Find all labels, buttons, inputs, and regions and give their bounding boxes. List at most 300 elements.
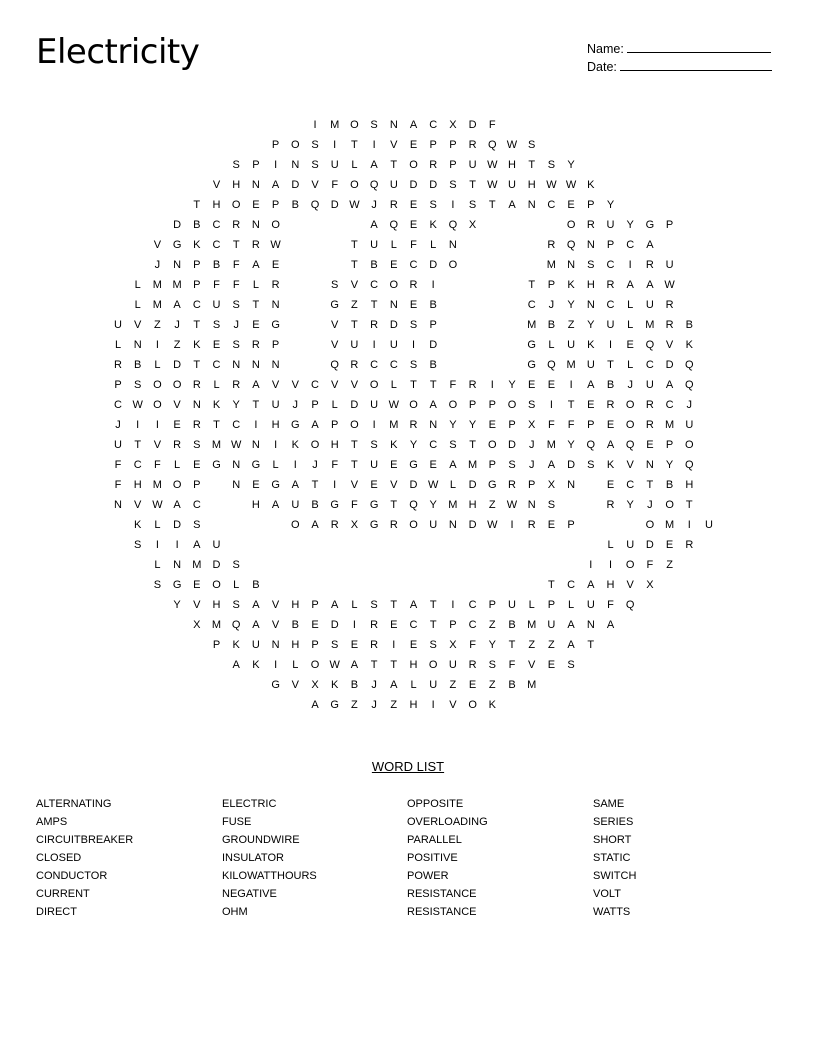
grid-letter: N xyxy=(586,619,595,631)
grid-letter: F xyxy=(646,559,654,571)
grid-letter: A xyxy=(409,119,418,131)
grid-letter: I xyxy=(431,279,435,291)
grid-letter: C xyxy=(370,359,379,371)
grid-letter: N xyxy=(271,299,280,311)
grid-letter: R xyxy=(468,659,477,671)
grid-letter: Y xyxy=(508,379,516,391)
grid-letter: A xyxy=(547,459,556,471)
grid-letter: P xyxy=(449,159,457,171)
grid-letter: C xyxy=(665,399,674,411)
grid-letter: A xyxy=(252,379,260,391)
grid-letter: U xyxy=(291,499,300,511)
grid-letter: T xyxy=(607,359,614,371)
grid-letter: H xyxy=(251,499,260,511)
grid-letter: O xyxy=(468,699,477,711)
grid-letter: T xyxy=(685,499,693,511)
grid-letter: B xyxy=(429,299,437,311)
grid-letter: V xyxy=(212,179,221,191)
grid-letter: X xyxy=(449,119,457,131)
grid-letter: W xyxy=(388,399,399,411)
grid-letter: T xyxy=(351,439,358,451)
word-list-item: OHM xyxy=(222,906,248,918)
grid-letter: A xyxy=(232,659,240,671)
word-list-item: PARALLEL xyxy=(407,834,462,846)
grid-letter: N xyxy=(567,479,576,491)
grid-letter: B xyxy=(134,359,142,371)
grid-letter: E xyxy=(409,299,418,311)
grid-letter: R xyxy=(409,279,418,291)
grid-letter: O xyxy=(665,499,674,511)
word-list-item: VOLT xyxy=(593,888,621,900)
word-list-item: OVERLOADING xyxy=(407,816,488,828)
grid-letter: E xyxy=(311,619,319,631)
grid-letter: S xyxy=(409,319,418,331)
word-list-item: SAME xyxy=(593,798,625,810)
grid-letter: W xyxy=(664,279,675,291)
grid-letter: J xyxy=(528,459,535,471)
grid-letter: W xyxy=(132,399,143,411)
grid-letter: U xyxy=(606,319,615,331)
grid-letter: O xyxy=(625,559,635,571)
grid-letter: J xyxy=(154,259,161,271)
grid-letter: Q xyxy=(685,359,694,371)
grid-letter: X xyxy=(468,219,477,231)
grid-letter: N xyxy=(271,359,280,371)
grid-letter: O xyxy=(645,519,655,531)
grid-letter: I xyxy=(293,459,297,471)
word-list-item: CIRCUITBREAKER xyxy=(36,834,134,846)
grid-letter: U xyxy=(606,219,615,231)
word-list-item: RESISTANCE xyxy=(407,888,477,900)
grid-letter: P xyxy=(429,319,437,331)
grid-letter: S xyxy=(311,159,319,171)
grid-letter: U xyxy=(271,399,280,411)
grid-letter: I xyxy=(608,339,613,351)
word-list-item: SHORT xyxy=(593,834,632,846)
grid-letter: E xyxy=(390,259,398,271)
grid-letter: E xyxy=(429,459,437,471)
grid-letter: I xyxy=(333,479,337,491)
grid-letter: F xyxy=(607,599,614,611)
grid-letter: U xyxy=(508,179,516,191)
grid-letter: C xyxy=(468,619,477,631)
word-list-item: OPPOSITE xyxy=(407,798,464,810)
page-title: Electricity xyxy=(36,32,200,72)
word-list-item: GROUNDWIRE xyxy=(222,834,300,846)
grid-letter: T xyxy=(390,159,398,171)
grid-letter: B xyxy=(291,619,299,631)
grid-letter: E xyxy=(567,199,575,211)
grid-letter: L xyxy=(430,239,437,251)
grid-letter: A xyxy=(311,419,319,431)
grid-letter: A xyxy=(291,479,299,491)
grid-letter: O xyxy=(409,519,418,531)
grid-letter: U xyxy=(389,339,398,351)
grid-letter: U xyxy=(114,439,122,451)
grid-letter: J xyxy=(627,379,633,391)
grid-letter: W xyxy=(329,659,340,671)
grid-letter: I xyxy=(372,419,376,431)
grid-letter: H xyxy=(212,599,221,611)
grid-letter: Y xyxy=(232,399,240,411)
grid-letter: U xyxy=(350,339,359,351)
grid-letter: Q xyxy=(645,339,655,351)
grid-letter: S xyxy=(528,139,536,151)
grid-letter: T xyxy=(429,379,437,391)
grid-letter: E xyxy=(252,199,260,211)
grid-letter: M xyxy=(527,679,537,691)
grid-letter: O xyxy=(448,399,458,411)
grid-letter: F xyxy=(469,639,476,651)
grid-letter: Q xyxy=(566,239,576,251)
grid-letter: A xyxy=(508,199,516,211)
grid-letter: T xyxy=(429,619,437,631)
grid-letter: D xyxy=(409,179,418,191)
grid-letter: W xyxy=(270,239,281,251)
grid-letter: Q xyxy=(685,379,694,391)
grid-letter: S xyxy=(547,159,556,171)
word-list-item: KILOWATTHOURS xyxy=(222,870,317,882)
word-list-item: RESISTANCE xyxy=(407,906,477,918)
grid-letter: U xyxy=(370,399,379,411)
grid-letter: L xyxy=(528,599,535,611)
grid-letter: R xyxy=(409,419,418,431)
grid-letter: J xyxy=(371,699,377,711)
grid-letter: T xyxy=(567,399,575,411)
grid-letter: R xyxy=(370,319,379,331)
grid-letter: E xyxy=(390,459,398,471)
word-list-item: CLOSED xyxy=(36,852,82,864)
grid-letter: S xyxy=(193,439,201,451)
grid-letter: A xyxy=(311,699,319,711)
grid-letter: U xyxy=(429,519,438,531)
grid-letter: E xyxy=(528,379,536,391)
grid-letter: I xyxy=(490,379,494,391)
grid-letter: E xyxy=(409,199,418,211)
grid-letter: N xyxy=(114,499,122,511)
grid-letter: O xyxy=(448,259,458,271)
word-list-column-2 xyxy=(222,795,317,921)
grid-letter: J xyxy=(312,459,318,471)
grid-letter: P xyxy=(193,279,201,291)
grid-letter: W xyxy=(487,159,498,171)
word-list-column-3 xyxy=(407,795,488,921)
grid-letter: J xyxy=(115,419,121,431)
word-list-item: AMPS xyxy=(36,816,68,828)
grid-letter: M xyxy=(152,479,162,491)
grid-letter: O xyxy=(350,119,359,131)
grid-letter: A xyxy=(370,159,378,171)
grid-letter: U xyxy=(705,519,713,531)
grid-letter: E xyxy=(646,439,654,451)
grid-letter: M xyxy=(546,259,556,271)
grid-letter: R xyxy=(508,479,516,491)
grid-letter: S xyxy=(232,559,240,571)
grid-letter: S xyxy=(567,659,575,671)
grid-letter: G xyxy=(409,459,418,471)
word-list-item: CONDUCTOR xyxy=(36,870,108,882)
grid-letter: V xyxy=(173,399,181,411)
grid-letter: N xyxy=(389,119,398,131)
grid-letter: U xyxy=(370,459,379,471)
word-list-item: POSITIVE xyxy=(407,852,458,864)
grid-letter: E xyxy=(193,579,201,591)
grid-letter: G xyxy=(527,339,536,351)
grid-letter: P xyxy=(587,419,595,431)
word-list-column-1 xyxy=(36,795,133,921)
grid-letter: L xyxy=(331,399,338,411)
grid-letter: R xyxy=(370,619,379,631)
grid-letter: I xyxy=(352,619,356,631)
grid-letter: S xyxy=(232,159,240,171)
grid-letter: K xyxy=(232,639,240,651)
grid-letter: V xyxy=(134,319,142,331)
grid-letter: E xyxy=(606,479,615,491)
grid-letter: U xyxy=(429,679,438,691)
grid-letter: X xyxy=(449,639,457,651)
grid-letter: K xyxy=(685,339,693,351)
grid-letter: A xyxy=(587,379,595,391)
grid-letter: R xyxy=(468,139,477,151)
grid-letter: C xyxy=(626,239,635,251)
grid-letter: C xyxy=(212,219,221,231)
grid-letter: N xyxy=(291,159,300,171)
grid-letter: C xyxy=(133,459,142,471)
grid-letter: P xyxy=(311,399,319,411)
grid-letter: D xyxy=(409,479,418,491)
grid-letter: L xyxy=(174,459,181,471)
grid-letter: G xyxy=(488,479,497,491)
grid-letter: L xyxy=(134,299,141,311)
grid-letter: U xyxy=(370,239,379,251)
grid-letter: Y xyxy=(567,299,575,311)
grid-letter: L xyxy=(607,539,614,551)
grid-letter: K xyxy=(291,439,299,451)
grid-letter: V xyxy=(134,499,142,511)
grid-letter: O xyxy=(291,139,300,151)
grid-letter: X xyxy=(311,679,319,691)
grid-letter: H xyxy=(606,579,615,591)
grid-letter: C xyxy=(645,359,654,371)
grid-letter: C xyxy=(547,199,556,211)
grid-letter: A xyxy=(646,279,654,291)
grid-letter: B xyxy=(370,259,378,271)
grid-letter: X xyxy=(547,479,556,491)
grid-letter: U xyxy=(212,299,221,311)
grid-letter: P xyxy=(547,279,556,291)
grid-letter: J xyxy=(292,399,299,411)
grid-letter: T xyxy=(351,459,358,471)
grid-letter: P xyxy=(271,199,280,211)
grid-letter: I xyxy=(372,339,376,351)
grid-letter: I xyxy=(569,379,573,391)
grid-letter: G xyxy=(369,519,379,531)
grid-letter: T xyxy=(370,659,378,671)
grid-letter: X xyxy=(193,619,201,631)
grid-letter: V xyxy=(390,479,398,491)
grid-letter: D xyxy=(429,179,438,191)
grid-letter: C xyxy=(606,259,615,271)
grid-letter: I xyxy=(333,139,337,151)
grid-letter: T xyxy=(390,499,398,511)
grid-letter: A xyxy=(646,239,654,251)
grid-letter: L xyxy=(390,379,397,391)
grid-letter: C xyxy=(429,439,438,451)
date-label: Date: xyxy=(587,60,617,74)
grid-letter: F xyxy=(154,459,161,471)
grid-letter: E xyxy=(547,519,556,531)
grid-letter: Y xyxy=(449,419,457,431)
grid-letter: P xyxy=(606,239,615,251)
grid-letter: O xyxy=(212,579,221,591)
grid-letter: T xyxy=(528,159,536,171)
grid-letter: Y xyxy=(409,439,418,451)
grid-letter: K xyxy=(488,699,496,711)
grid-letter: W xyxy=(487,179,498,191)
word-list-item: SWITCH xyxy=(593,870,637,882)
grid-letter: R xyxy=(685,539,694,551)
grid-letter: S xyxy=(449,179,457,191)
grid-letter: E xyxy=(547,379,556,391)
grid-letter: P xyxy=(547,599,556,611)
grid-letter: O xyxy=(409,399,418,411)
grid-letter: N xyxy=(232,479,241,491)
grid-letter: P xyxy=(508,419,516,431)
grid-letter: R xyxy=(114,359,122,371)
grid-letter: C xyxy=(429,119,438,131)
grid-letter: V xyxy=(271,379,280,391)
grid-letter: M xyxy=(448,499,458,511)
grid-letter: A xyxy=(567,639,575,651)
grid-letter: T xyxy=(390,599,398,611)
grid-letter: R xyxy=(271,279,280,291)
grid-letter: D xyxy=(350,399,359,411)
grid-letter: I xyxy=(510,519,514,531)
grid-letter: P xyxy=(488,399,496,411)
grid-letter: I xyxy=(274,159,278,171)
grid-letter: F xyxy=(114,459,122,471)
grid-letter: M xyxy=(152,279,162,291)
grid-letter: L xyxy=(548,339,555,351)
grid-letter: L xyxy=(154,519,161,531)
grid-letter: Y xyxy=(587,319,595,331)
grid-letter: A xyxy=(626,279,634,291)
word-list-item: NEGATIVE xyxy=(222,888,277,900)
grid-letter: L xyxy=(351,599,358,611)
grid-letter: L xyxy=(213,379,220,391)
grid-letter: O xyxy=(369,379,379,391)
grid-letter: I xyxy=(313,119,317,131)
grid-letter: M xyxy=(665,419,675,431)
grid-letter: F xyxy=(508,659,516,671)
grid-letter: V xyxy=(153,439,162,451)
grid-letter: O xyxy=(428,659,438,671)
grid-letter: I xyxy=(136,419,140,431)
grid-letter: A xyxy=(606,619,615,631)
grid-letter: I xyxy=(372,139,376,151)
grid-letter: G xyxy=(172,579,182,591)
grid-letter: S xyxy=(232,299,240,311)
word-list-column-4 xyxy=(593,795,636,921)
word-list-item: STATIC xyxy=(593,852,631,864)
grid-letter: P xyxy=(528,479,536,491)
grid-letter: R xyxy=(606,279,615,291)
grid-letter: I xyxy=(155,419,159,431)
grid-letter: S xyxy=(153,579,162,591)
grid-letter: C xyxy=(527,299,536,311)
grid-letter: B xyxy=(350,679,359,691)
grid-letter: L xyxy=(568,599,575,611)
grid-letter: C xyxy=(626,479,635,491)
grid-letter: T xyxy=(469,439,476,451)
grid-letter: I xyxy=(175,539,179,551)
grid-letter: Y xyxy=(429,499,437,511)
grid-letter: J xyxy=(233,319,239,331)
grid-letter: Z xyxy=(567,319,575,331)
grid-letter: P xyxy=(114,379,122,391)
grid-letter: G xyxy=(369,499,379,511)
grid-letter: T xyxy=(370,299,378,311)
grid-letter: P xyxy=(311,599,319,611)
grid-letter: T xyxy=(508,639,516,651)
grid-letter: A xyxy=(311,519,319,531)
grid-letter: P xyxy=(468,399,477,411)
grid-letter: O xyxy=(566,219,576,231)
grid-letter: V xyxy=(331,339,339,351)
grid-letter: N xyxy=(429,419,438,431)
grid-letter: Y xyxy=(488,639,496,651)
grid-letter: S xyxy=(134,539,142,551)
grid-letter: C xyxy=(232,419,241,431)
grid-letter: J xyxy=(174,319,180,331)
grid-letter: T xyxy=(410,379,417,391)
grid-letter: P xyxy=(331,419,339,431)
grid-letter: C xyxy=(114,399,122,411)
grid-letter: Q xyxy=(685,459,694,471)
grid-letter: F xyxy=(449,379,457,391)
grid-letter: J xyxy=(371,199,377,211)
grid-letter: J xyxy=(371,679,377,691)
grid-letter: L xyxy=(154,559,161,571)
grid-letter: Q xyxy=(389,219,399,231)
grid-letter: L xyxy=(233,579,240,591)
grid-letter: W xyxy=(487,519,498,531)
grid-letter: R xyxy=(173,439,182,451)
grid-letter: B xyxy=(252,579,260,591)
grid-letter: S xyxy=(370,119,378,131)
grid-letter: I xyxy=(155,339,159,351)
grid-letter: O xyxy=(625,399,635,411)
grid-letter: C xyxy=(409,259,418,271)
grid-letter: V xyxy=(449,699,457,711)
grid-letter: G xyxy=(212,459,221,471)
grid-letter: R xyxy=(606,499,615,511)
grid-letter: H xyxy=(133,479,142,491)
grid-letter: R xyxy=(429,159,438,171)
grid-letter: C xyxy=(409,619,418,631)
grid-letter: O xyxy=(350,419,359,431)
grid-letter: H xyxy=(409,659,418,671)
grid-letter: T xyxy=(134,439,142,451)
grid-letter: T xyxy=(351,259,358,271)
grid-letter: M xyxy=(527,619,537,631)
grid-letter: D xyxy=(212,559,221,571)
word-list-item: POWER xyxy=(407,870,449,882)
grid-letter: G xyxy=(271,679,280,691)
grid-letter: C xyxy=(311,379,319,391)
grid-letter: H xyxy=(685,479,694,491)
grid-letter: E xyxy=(409,139,418,151)
